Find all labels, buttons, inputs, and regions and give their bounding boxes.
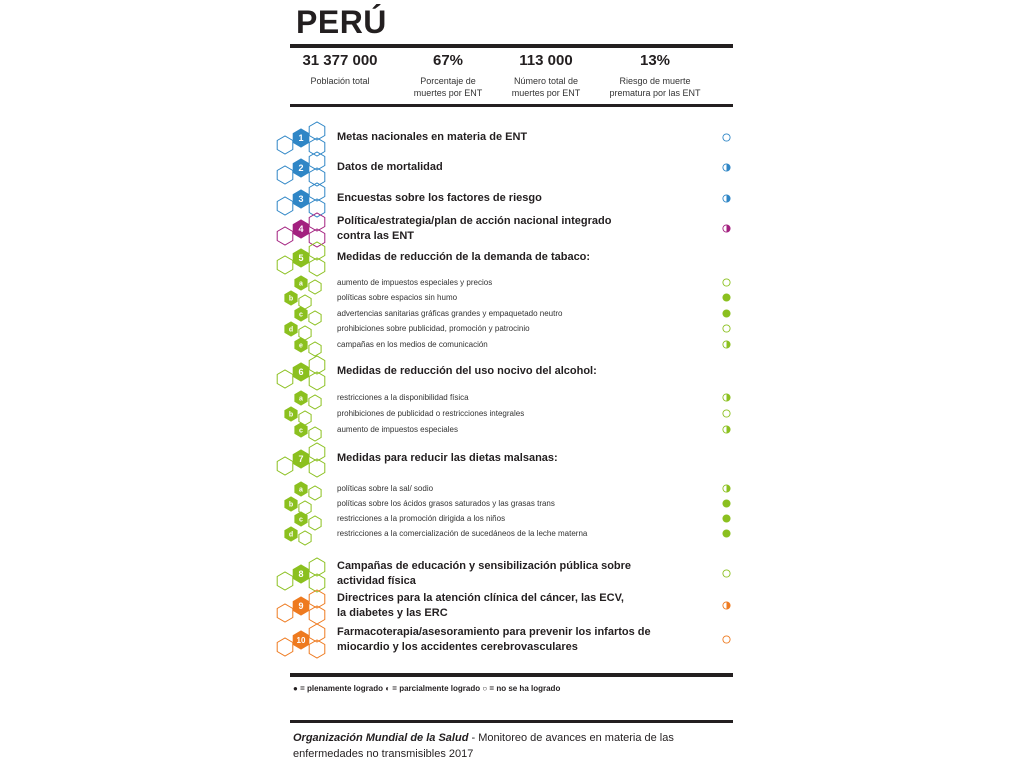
partial-status-icon bbox=[722, 194, 731, 203]
item-number-label: 1 bbox=[298, 133, 304, 144]
sub-item-letter: a bbox=[299, 280, 303, 288]
indicator-title: Metas nacionales en materia de ENT bbox=[337, 131, 528, 143]
hexagon-outline bbox=[277, 227, 293, 245]
item-number-label: 2 bbox=[298, 163, 304, 174]
partial-status-icon bbox=[722, 393, 731, 402]
item-number-label: 9 bbox=[298, 601, 304, 612]
indicator-title: Encuestas sobre los factores de riesgo bbox=[337, 192, 542, 204]
hexagon-outline bbox=[277, 457, 293, 475]
partial-status-icon bbox=[722, 224, 731, 233]
indicator-title: Medidas para reducir las dietas malsanas: bbox=[337, 452, 558, 464]
sub-indicator-text: advertencias sanitarias gráficas grandes y empaquetado neutro bbox=[337, 309, 563, 318]
indicator-title: Directrices para la atención clínica del cáncer, las ECV, la diabetes y las ERC bbox=[337, 592, 624, 619]
item-number-label: 3 bbox=[298, 194, 304, 205]
partial-status-icon bbox=[722, 425, 731, 434]
partial-status-icon bbox=[722, 340, 731, 349]
hexagon-outline bbox=[309, 356, 325, 374]
hexagon-outline bbox=[309, 443, 325, 461]
hexagon-outline bbox=[277, 136, 293, 154]
partial-status-icon: ◐ bbox=[385, 684, 391, 693]
legend bbox=[293, 684, 560, 693]
hexagon-outline bbox=[309, 138, 325, 156]
hexagon-outline bbox=[299, 531, 311, 545]
hexagon-outline bbox=[309, 590, 325, 608]
hexagon-outline bbox=[309, 640, 325, 658]
hexagon-outline bbox=[309, 516, 321, 530]
footer bbox=[293, 730, 733, 762]
sub-indicator-text: políticas sobre los ácidos grasos saturados y las grasas trans bbox=[337, 499, 555, 508]
sub-item-letter: d bbox=[288, 531, 294, 539]
hexagon-outline bbox=[309, 342, 321, 356]
none-status-icon bbox=[722, 324, 731, 333]
sub-item-letter: b bbox=[288, 295, 294, 303]
hexagon-outline bbox=[277, 166, 293, 184]
footer-rule bbox=[290, 720, 733, 723]
hexagon-outline bbox=[309, 606, 325, 624]
country-title: PERÚ bbox=[296, 4, 387, 40]
hexagon-outline bbox=[309, 258, 325, 276]
full-status-icon bbox=[722, 499, 731, 508]
partial-status-icon bbox=[722, 601, 731, 610]
hexagon-outline bbox=[277, 638, 293, 656]
hexagon-outline bbox=[309, 199, 325, 217]
sub-indicator-text: restricciones a la disponibilidad física bbox=[337, 393, 469, 402]
item-number-label: 4 bbox=[298, 224, 304, 235]
sub-indicator-text: políticas sobre la sal/ sodio bbox=[337, 484, 434, 493]
hexagon-outline bbox=[309, 311, 321, 325]
sub-item-letter: e bbox=[299, 342, 303, 350]
partial-status-icon bbox=[722, 163, 731, 172]
none-status-icon bbox=[722, 569, 731, 578]
stat-label: Porcentaje de muertes por ENT bbox=[413, 76, 483, 98]
sub-item-letter: a bbox=[299, 395, 303, 403]
item-number-label: 8 bbox=[298, 569, 304, 580]
hexagon-outline bbox=[277, 370, 293, 388]
sub-item-letter: b bbox=[288, 411, 294, 419]
hexagon-outline bbox=[309, 624, 325, 642]
none-status-icon: ○ bbox=[482, 684, 488, 693]
hexagon-outline bbox=[277, 256, 293, 274]
sub-item-letter: c bbox=[299, 516, 303, 524]
sub-indicator-text: prohibiciones sobre publicidad, promoción y patrocinio bbox=[337, 324, 530, 333]
full-status-icon: ● bbox=[293, 684, 298, 693]
sub-indicator-text: aumento de impuestos especiales y precios bbox=[337, 278, 493, 287]
stat-value: 67% bbox=[432, 52, 464, 69]
sub-indicator-text: aumento de impuestos especiales bbox=[337, 425, 458, 434]
indicator-title: Farmacoterapia/asesoramiento para prevenir los infartos de miocardio y los accidentes cerebrovasculares bbox=[337, 626, 651, 653]
item-number-label: 5 bbox=[298, 253, 304, 264]
item-number-label: 10 bbox=[296, 635, 306, 645]
item-number-label: 6 bbox=[298, 367, 304, 378]
hexagon-outline bbox=[309, 213, 325, 231]
hexagon-outline bbox=[309, 459, 325, 477]
stat-value: 31 377 000 bbox=[302, 52, 378, 69]
hexagon-outline bbox=[309, 152, 325, 170]
none-status-icon bbox=[722, 635, 731, 644]
sub-item-letter: d bbox=[288, 326, 294, 334]
stat-value: 113 000 bbox=[519, 52, 573, 69]
sub-item-letter: b bbox=[288, 501, 294, 509]
stat-label: Riesgo de muerte prematura por las ENT bbox=[609, 76, 701, 98]
sub-item-letter: c bbox=[299, 427, 303, 435]
indicator-title: Medidas de reducción de la demanda de tabaco: bbox=[337, 251, 591, 263]
hexagon-outline bbox=[309, 229, 325, 247]
none-status-icon bbox=[722, 278, 731, 287]
partial-status-icon bbox=[722, 484, 731, 493]
sub-item-letter: a bbox=[299, 486, 303, 494]
hexagon-outline bbox=[277, 604, 293, 622]
legend-full: = plenamente logrado bbox=[300, 684, 383, 693]
full-status-icon bbox=[722, 529, 731, 538]
footer-org: Organización Mundial de la Salud bbox=[293, 732, 469, 744]
indicator-title: Datos de mortalidad bbox=[337, 161, 443, 173]
sub-indicator-text: restricciones a la promoción dirigida a los niños bbox=[337, 514, 506, 523]
sub-item-letter: c bbox=[299, 311, 303, 319]
sub-indicator-text: campañas en los medios de comunicación bbox=[337, 340, 488, 349]
hexagon-outline bbox=[309, 558, 325, 576]
hexagon-outline bbox=[309, 280, 321, 294]
full-status-icon bbox=[722, 309, 731, 318]
indicator-title: Medidas de reducción del uso nocivo del alcohol: bbox=[337, 365, 597, 377]
legend-none: = no se ha logrado bbox=[489, 684, 561, 693]
hexagon-outline bbox=[309, 486, 321, 500]
none-status-icon bbox=[722, 133, 731, 142]
stat-label: Número total de muertes por ENT bbox=[511, 76, 581, 98]
hexagon-outline bbox=[309, 427, 321, 441]
sub-indicator-text: restricciones a la comercialización de sucedáneos de la leche materna bbox=[337, 529, 588, 538]
hexagon-outline bbox=[309, 122, 325, 140]
hexagon-outline bbox=[309, 574, 325, 592]
hexagon-outline bbox=[277, 197, 293, 215]
hexagon-outline bbox=[309, 372, 325, 390]
stat-value: 13% bbox=[639, 52, 671, 69]
hexagon-outline bbox=[277, 572, 293, 590]
full-status-icon bbox=[722, 293, 731, 302]
legend-partial: = parcialmente logrado bbox=[392, 684, 481, 693]
sub-indicator-text: políticas sobre espacios sin humo bbox=[337, 293, 458, 302]
none-status-icon bbox=[722, 409, 731, 418]
bottom-rule bbox=[290, 673, 733, 677]
hexagon-outline bbox=[309, 242, 325, 260]
stat-label: Población total bbox=[310, 76, 370, 86]
indicator-title: Campañas de educación y sensibilización pública sobre actividad física bbox=[337, 560, 632, 587]
indicator-title: Política/estrategia/plan de acción nacional integrado contra las ENT bbox=[337, 215, 612, 242]
footer-text: - Monitoreo de avances en materia de las enfermedades no transmisibles 2017 bbox=[293, 732, 674, 760]
hexagon-outline bbox=[309, 395, 321, 409]
sub-indicator-text: prohibiciones de publicidad o restricciones integrales bbox=[337, 409, 525, 418]
item-number-label: 7 bbox=[298, 454, 304, 465]
full-status-icon bbox=[722, 514, 731, 523]
